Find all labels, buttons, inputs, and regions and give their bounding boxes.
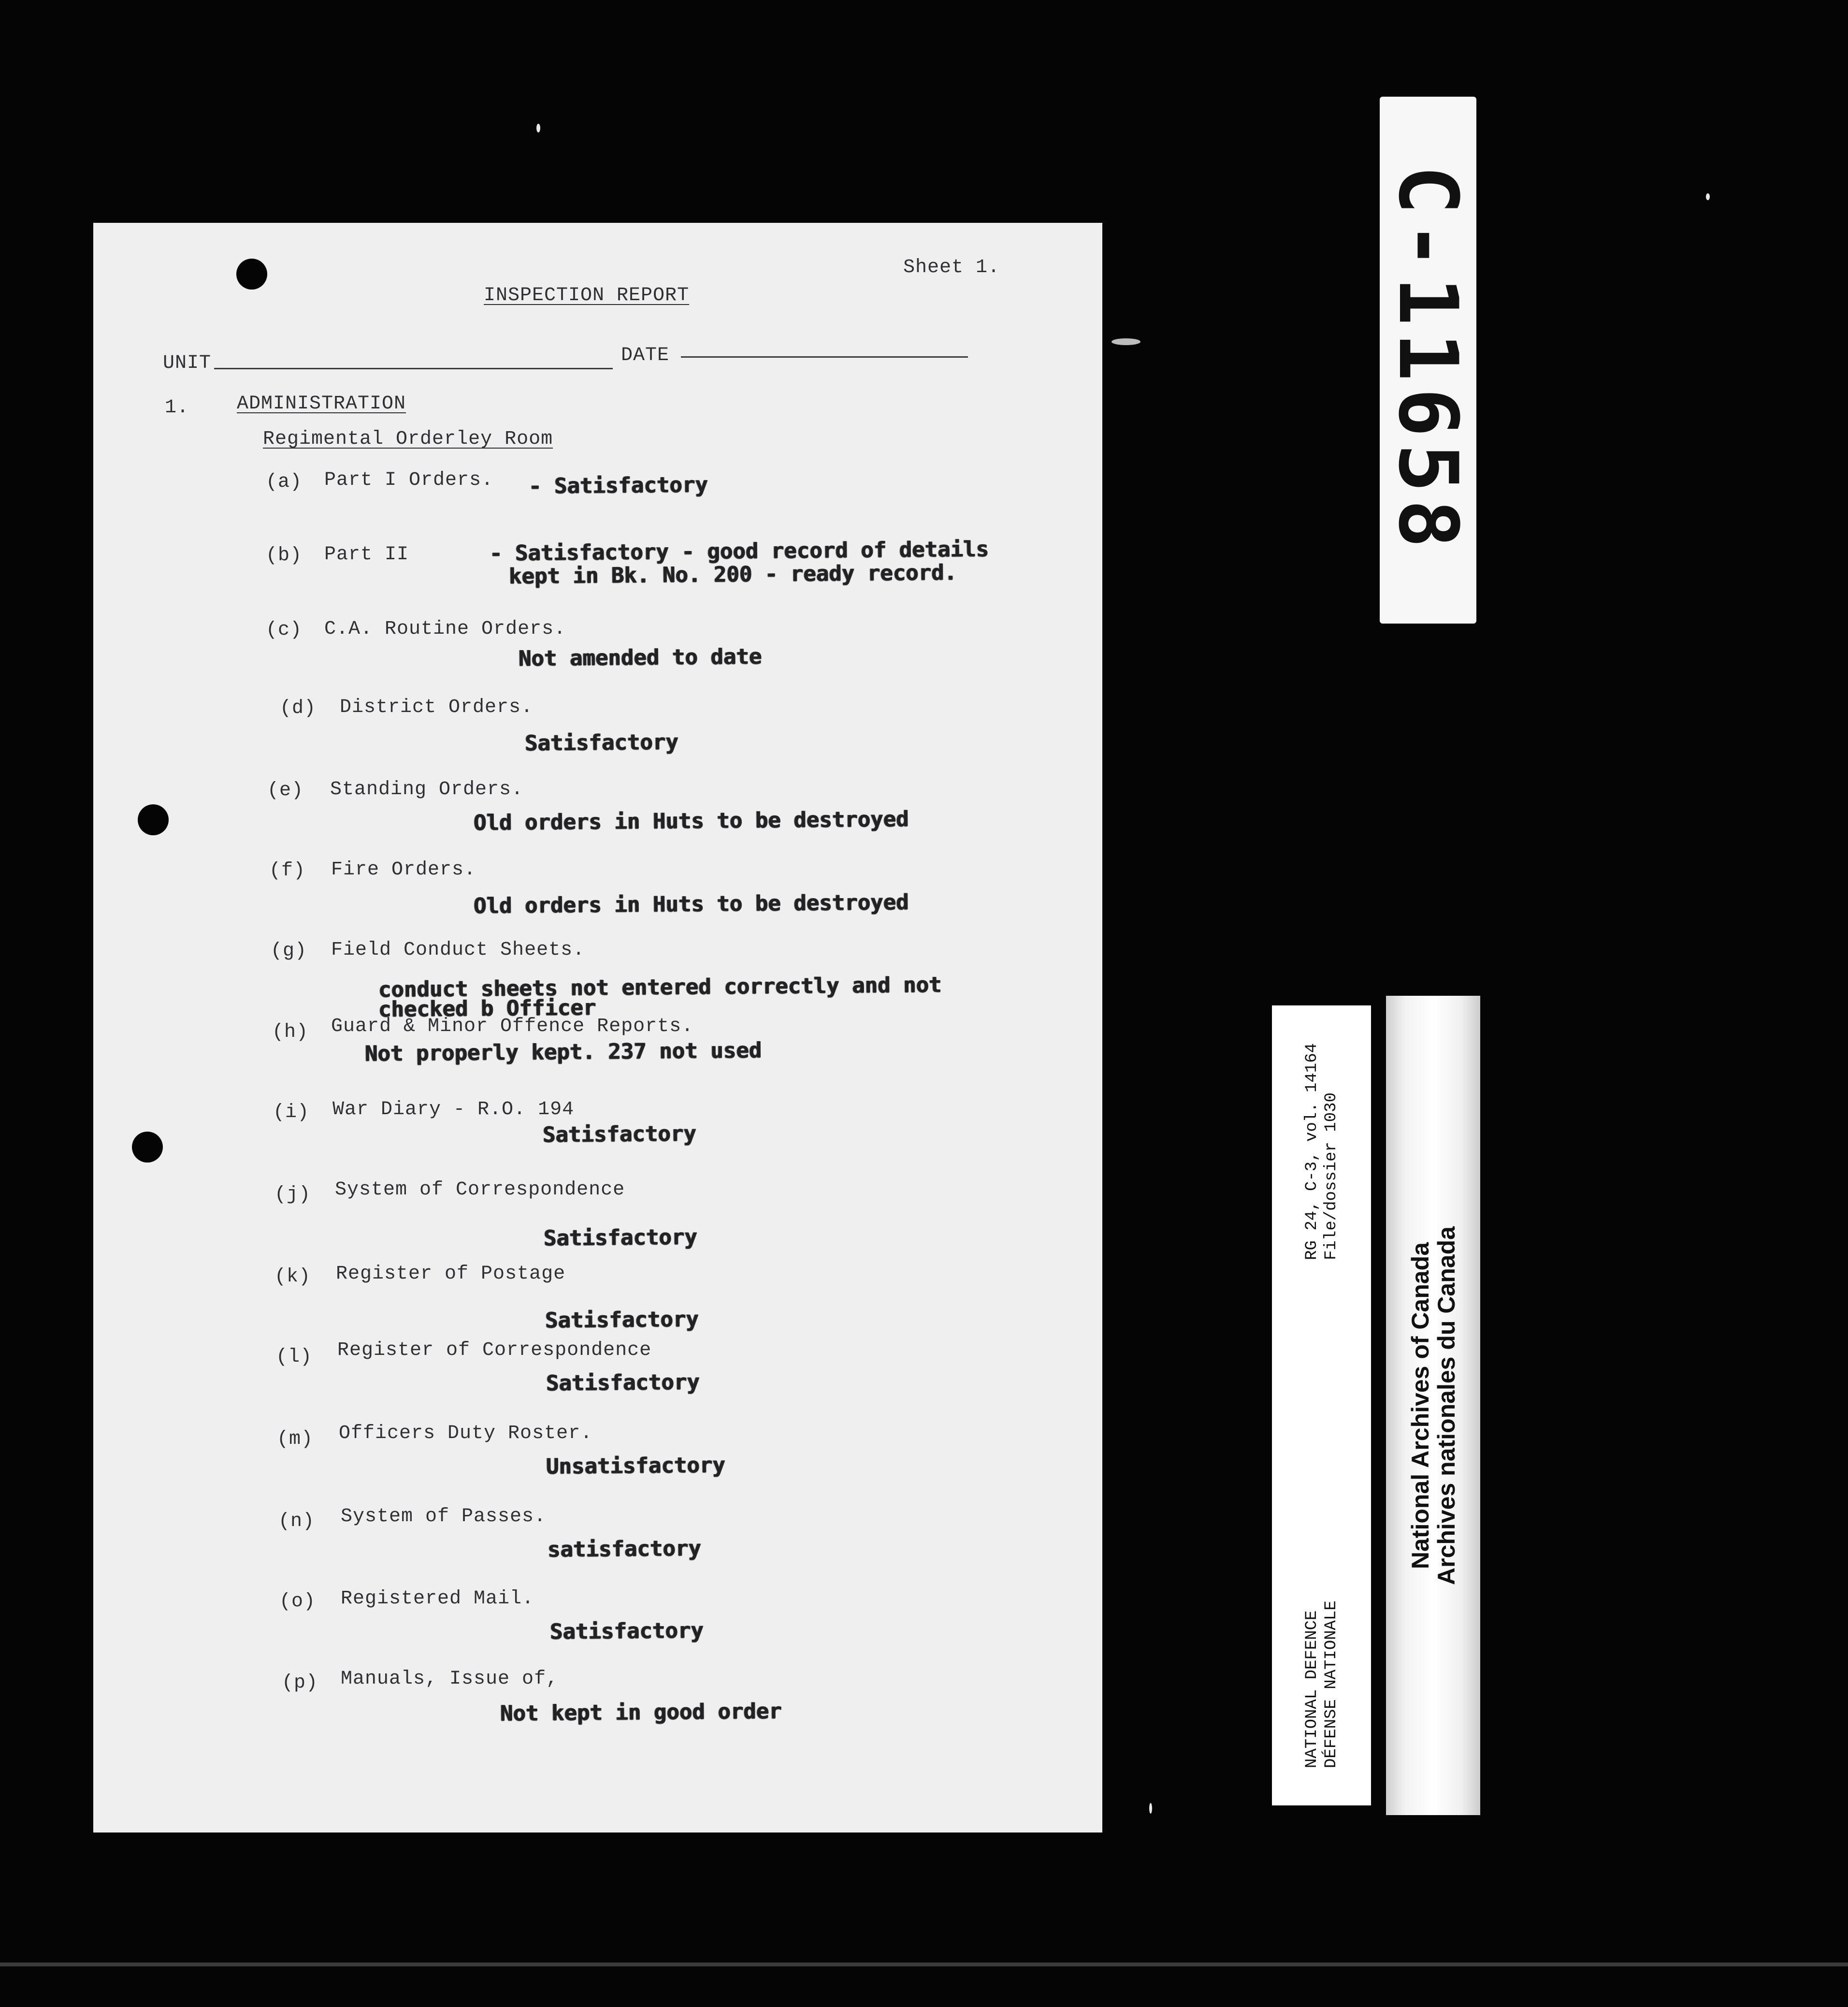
item-remark: Old orders in Huts to be destroyed: [473, 807, 909, 835]
item-letter: (o): [279, 1591, 316, 1613]
section-number: 1.: [165, 397, 189, 419]
item-remark: Satisfactory: [543, 1224, 698, 1251]
archive-name: [1407, 1226, 1459, 1585]
item-letter: (m): [277, 1428, 314, 1450]
unit-label: UNIT: [163, 352, 212, 374]
item-remark: Satisfactory: [546, 1369, 700, 1396]
item-letter: (l): [276, 1346, 313, 1368]
item-label: Manuals, Issue of,: [341, 1668, 559, 1690]
item-remark: Satisfactory: [542, 1121, 697, 1148]
item-remark: Not amended to date: [518, 644, 762, 671]
item-remark: Satisfactory: [524, 729, 679, 756]
item-remark: checked b Officer: [378, 995, 596, 1022]
item-remark: Old orders in Huts to be destroyed: [473, 890, 909, 918]
item-remark: Satisfactory: [549, 1618, 704, 1644]
item-remark: - Satisfactory: [528, 472, 708, 499]
item-label: System of Passes.: [341, 1506, 547, 1527]
scan-speck: [1149, 1803, 1152, 1814]
scan-speck: [1112, 338, 1141, 345]
item-letter: (a): [266, 471, 303, 493]
item-letter: (j): [274, 1184, 311, 1206]
item-letter: (f): [269, 860, 306, 882]
item-letter: (d): [280, 698, 317, 719]
item-label: Registered Mail.: [341, 1588, 534, 1610]
punch-hole-top: [236, 259, 267, 290]
item-label: Field Conduct Sheets.: [331, 939, 585, 961]
reference-line-1: RG 24, C-3, vol. 14164: [1302, 1043, 1321, 1260]
item-label: War Diary - R.O. 194: [332, 1099, 575, 1120]
item-letter: (b): [266, 545, 303, 567]
item-remark: satisfactory: [547, 1536, 702, 1562]
film-edge-band: [0, 1963, 1848, 1966]
item-letter: (e): [267, 780, 304, 801]
item-label: District Orders.: [340, 697, 534, 718]
scan-speck: [536, 124, 540, 132]
item-label: System of Correspondence: [335, 1179, 625, 1201]
archive-line-1: National Archives of Canada: [1406, 1242, 1434, 1569]
item-label: Standing Orders.: [330, 779, 524, 800]
item-remark: kept in Bk. No. 200 - ready record.: [508, 560, 957, 589]
section-title: ADMINISTRATION: [237, 393, 406, 415]
punch-hole-bottom: [132, 1132, 163, 1163]
film-frame-number-strip: [1380, 97, 1476, 624]
reference-text: [1302, 1043, 1341, 1768]
item-label: Officers Duty Roster.: [339, 1423, 593, 1444]
item-remark: Not kept in good order: [500, 1699, 782, 1726]
sheet-number: Sheet 1.: [903, 257, 1000, 278]
item-letter: (n): [278, 1511, 315, 1532]
date-label: DATE: [621, 345, 670, 366]
frame-number: C-11658: [1381, 165, 1475, 555]
item-letter: (h): [272, 1021, 309, 1043]
item-label: Part II: [324, 544, 409, 566]
date-field-line: [681, 356, 968, 358]
item-remark: Not properly kept. 237 not used: [364, 1038, 762, 1066]
item-remark: conduct sheets not entered correctly and not: [378, 972, 942, 1003]
national-archives-label: [1386, 996, 1480, 1815]
unit-field-line: [214, 368, 613, 369]
department-line-1: NATIONAL DEFENCE: [1302, 1610, 1321, 1768]
item-letter: (k): [274, 1266, 311, 1288]
item-label: Register of Correspondence: [337, 1339, 652, 1361]
item-letter: (p): [282, 1672, 318, 1694]
document-sheet: [93, 223, 1102, 1832]
reference-line-2: File/dossier 1030: [1322, 1092, 1341, 1260]
item-remark: - Satisfactory - good record of details: [489, 537, 989, 566]
report-title: INSPECTION REPORT: [484, 285, 690, 306]
item-remark: Unsatisfactory: [546, 1453, 726, 1479]
item-letter: (g): [271, 940, 307, 962]
item-letter: (i): [273, 1102, 310, 1123]
item-label: Register of Postage: [336, 1263, 566, 1285]
archive-reference-label: [1272, 1005, 1371, 1805]
item-label: Fire Orders.: [331, 859, 476, 881]
archive-line-2: Archives nationales du Canada: [1432, 1226, 1460, 1585]
scan-speck: [1706, 193, 1710, 200]
item-label: Part I Orders.: [324, 469, 494, 491]
item-remark: Satisfactory: [545, 1307, 699, 1333]
item-letter: (c): [266, 619, 303, 641]
subsection-title: Regimental Orderley Room: [263, 428, 553, 450]
item-label: C.A. Routine Orders.: [324, 618, 566, 640]
punch-hole-middle: [138, 804, 169, 835]
item-label: Guard & Minor Offence Reports.: [331, 1016, 694, 1037]
department-line-2: DÉFENSE NATIONALE: [1322, 1600, 1341, 1768]
